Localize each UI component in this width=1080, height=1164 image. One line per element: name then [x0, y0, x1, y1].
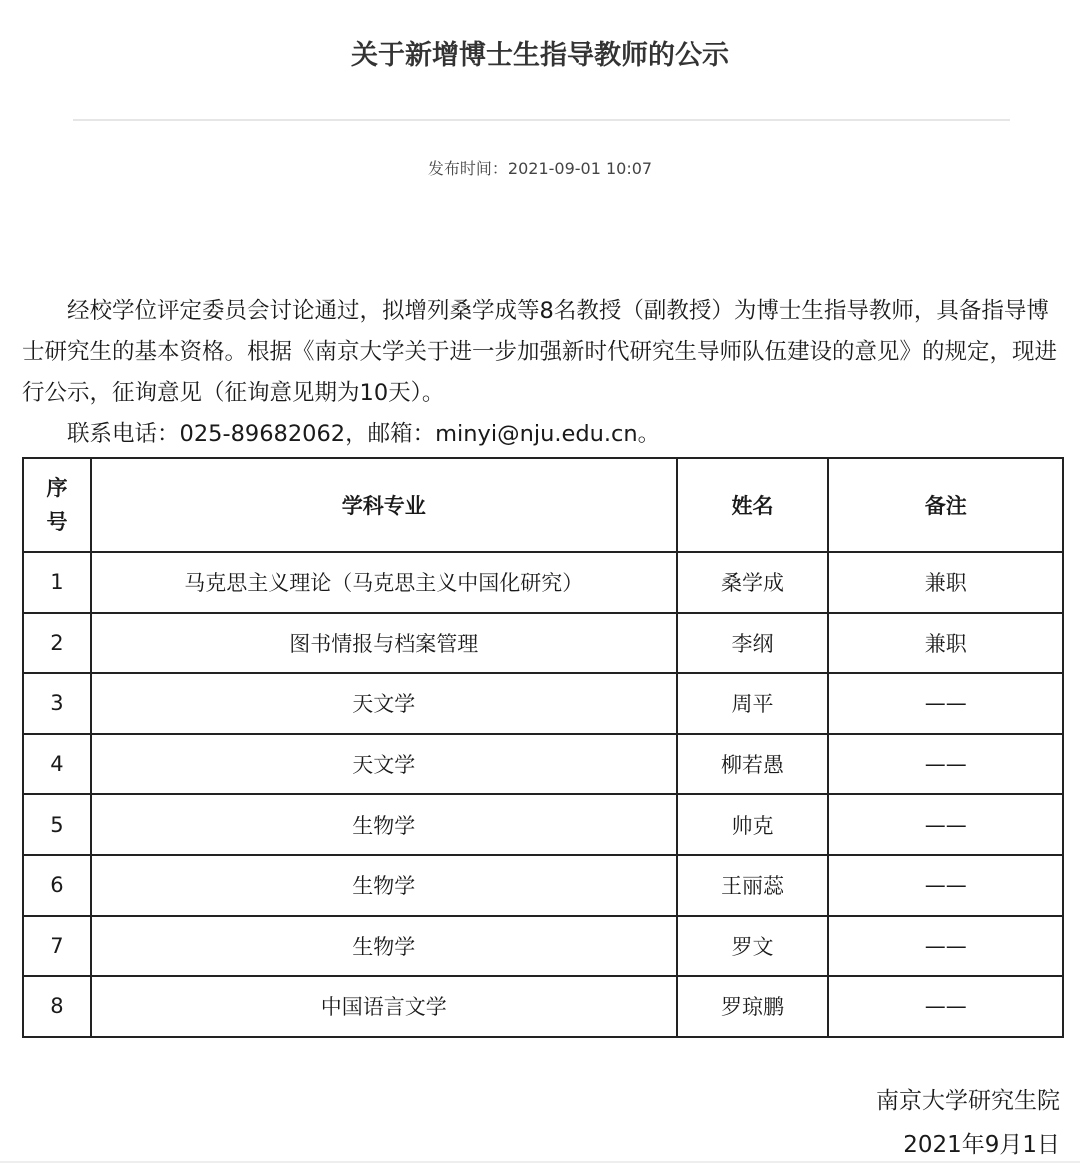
header-note: 备注: [828, 458, 1063, 552]
cell-note: 兼职: [828, 613, 1063, 674]
cell-seq: 2: [23, 613, 91, 674]
cell-major: 生物学: [91, 916, 677, 977]
cell-name: 周平: [677, 673, 829, 734]
cell-note: ——: [828, 976, 1063, 1037]
table-header-row: [23, 458, 1063, 552]
cell-seq: 1: [23, 552, 91, 613]
cell-seq: 3: [23, 673, 91, 734]
cell-name: 柳若愚: [677, 734, 829, 795]
cell-major: 生物学: [91, 855, 677, 916]
title-divider: [73, 119, 1010, 121]
table-row: [23, 916, 1063, 977]
cell-note: ——: [828, 734, 1063, 795]
table-row: [23, 976, 1063, 1037]
table-row: [23, 613, 1063, 674]
cell-seq: 7: [23, 916, 91, 977]
cell-note: ——: [828, 794, 1063, 855]
cell-seq: 5: [23, 794, 91, 855]
cell-name: 王丽蕊: [677, 855, 829, 916]
cell-note: ——: [828, 673, 1063, 734]
cell-major: 图书情报与档案管理: [91, 613, 677, 674]
cell-major: 天文学: [91, 673, 677, 734]
header-name: 姓名: [677, 458, 829, 552]
cell-seq: 6: [23, 855, 91, 916]
bottom-divider: [0, 1161, 1080, 1163]
cell-name: 桑学成: [677, 552, 829, 613]
notice-body: [22, 291, 1068, 455]
table-row: [23, 734, 1063, 795]
cell-name: 罗文: [677, 916, 829, 977]
signature-org: 南京大学研究生院: [876, 1088, 1060, 1114]
body-paragraph-main: 经校学位评定委员会讨论通过，拟增列桑学成等8名教授（副教授）为博士生指导教师，具备指导博士研究生的基本资格。根据《南京大学关于进一步加强新时代研究生导师队伍建设的意见》的规定，现进行公示，征询意见（征询意见期为10天）。: [22, 298, 1058, 406]
cell-note: 兼职: [828, 552, 1063, 613]
cell-note: ——: [828, 916, 1063, 977]
table-row: [23, 794, 1063, 855]
cell-seq: 8: [23, 976, 91, 1037]
header-major: 学科专业: [91, 458, 677, 552]
signature-date: 2021年9月1日: [903, 1132, 1060, 1158]
cell-major: 生物学: [91, 794, 677, 855]
cell-name: 罗琼鹏: [677, 976, 829, 1037]
table-row: [23, 552, 1063, 613]
cell-major: 天文学: [91, 734, 677, 795]
table-row: [23, 855, 1063, 916]
table-row: [23, 673, 1063, 734]
publish-time: 发布时间：2021-09-01 10:07: [427, 159, 653, 178]
cell-major: 中国语言文学: [91, 976, 677, 1037]
cell-note: ——: [828, 855, 1063, 916]
header-seq: 序号: [23, 458, 91, 552]
cell-name: 李纲: [677, 613, 829, 674]
cell-major: 马克思主义理论（马克思主义中国化研究）: [91, 552, 677, 613]
cell-seq: 4: [23, 734, 91, 795]
body-paragraph-contact: 联系电话：025-89682062，邮箱：minyi@nju.edu.cn。: [67, 421, 661, 447]
page-title: 关于新增博士生指导教师的公示: [351, 40, 729, 71]
cell-name: 帅克: [677, 794, 829, 855]
supervisor-table: [22, 457, 1064, 1038]
